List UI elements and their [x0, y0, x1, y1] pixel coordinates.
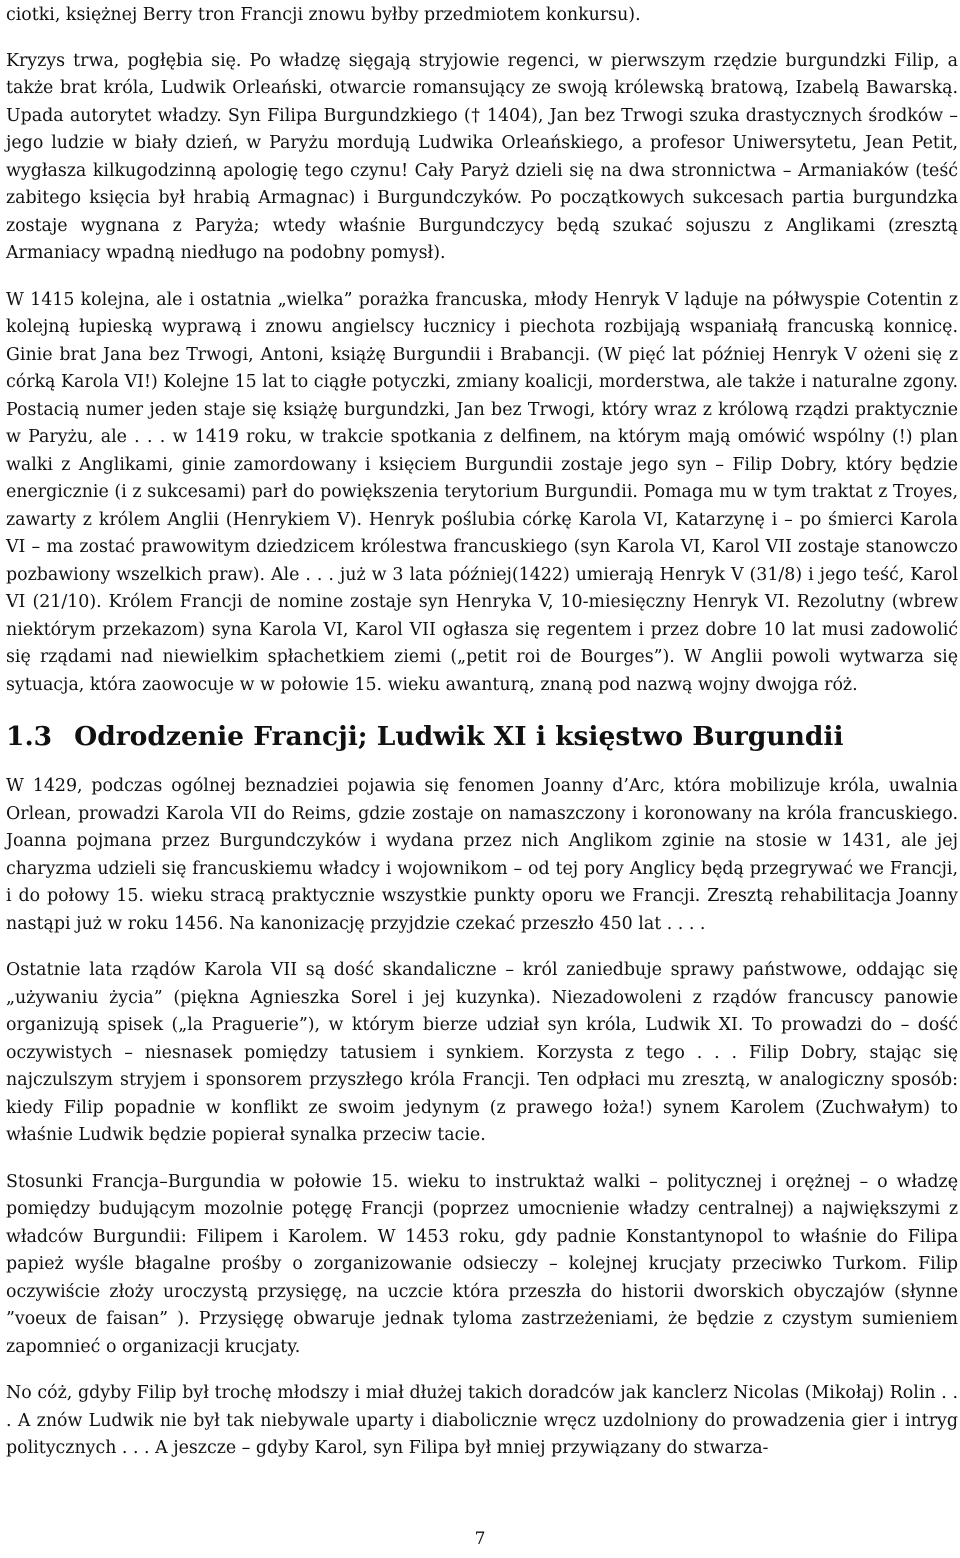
document-page — [6, 2, 958, 1482]
section-heading — [6, 721, 958, 753]
paragraph-1415: W 1415 kolejna, ale i ostatnia „wielka” porażka francuska, młody Henryk V ląduje na półwyspie Cotentin z kolejną łupieską wyprawą i znowu angielscy łucznicy i piechota rozbijają wspaniałą francuską konnicę. Ginie brat Jana bez Trwogi, Antoni, książę Burgundii i Brabancji. (W pięć lat później Henryk V ożeni się z córką Karola VI!) Kolejne 15 lat to ciągłe potyczki, zmiany koalicji, morderstwa, ale także i naturalne zgony. Postacią numer jeden staje się książę burgundzki, Jan bez Trwogi, który wraz z królową rządzi praktycznie w Paryżu, ale . . . w 1419 roku, w trakcie spotkania z delfinem, na którym mają omówić wspólny (!) plan walki z Anglikami, ginie zamordowany i księciem Burgundii zostaje jego syn – Filip Dobry, który będzie energicznie (i z sukcesami) parł do powiększenia terytorium Burgundii. Pomaga mu w tym traktat z Troyes, zawarty z królem Anglii (Henrykiem V). Henryk poślubia córkę Karola VI, Katarzynę i – po śmierci Karola VI – ma zostać prawowitym dziedzicem królestwa francuskiego (syn Karola VI, Karol VII zostaje stanowczo pozbawiony wszelkich praw). Ale . . . już w 3 lata później(1422) umierają Henryk V (31/8) i jego teść, Karol VI (21/10). Królem Francji de nomine zostaje syn Henryka V, 10-miesięczny Henryk VI. Rezolutny (wbrew niektórym przekazom) syna Karola VI, Karol VII ogłasza się regentem i przez dobre 10 lat musi zadowolić się rządami nad niewielkim spłachetkiem ziemi („petit roi de Bourges”). W Anglii powoli wytwarza się sytuacja, która zaowocuje w w połowie 15. wieku awanturą, znaną pod nazwą wojny dwojga róż. — [6, 289, 958, 695]
paragraph-charles-vii: Ostatnie lata rządów Karola VII są dość skandaliczne – król zaniedbuje sprawy państwowe, oddając się „używaniu życia” (piękna Agnieszka Sorel i jej kuzynka). Niezadowoleni z rządów francuscy panowie organizują spisek („la Praguerie”), w którym bierze udział syn króla, Ludwik XI. To prowadzi do – dość oczywistych – niesnasek pomiędzy tatusiem i synkiem. Korzysta z tego . . . Filip Dobry, stając się najczulszym stryjem i sponsorem przyszłego króla Francji. Ten odpłaci mu zresztą, w analogiczny sposób: kiedy Filip popadnie w konflikt ze swoim jedynym (z prawego łoża!) synem Karolem (Zuchwałym) to właśnie Ludwik będzie popierał synalka przeciw tacie. — [6, 960, 958, 1145]
paragraph-continuation: ciotki, księżnej Berry tron Francji znowu byłby przedmiotem konkursu). — [6, 5, 641, 25]
section-number: 1.3 — [6, 721, 53, 752]
paragraph-joan-of-arc: W 1429, podczas ogólnej beznadziei pojawia się fenomen Joanny d’Arc, która mobilizuje króla, uwalnia Orlean, prowadzi Karola VII do Reims, gdzie zostaje on namaszczony i koronowany na króla francuskiego. Joanna pojmana przez Burgundczyków i wydana przez nich Anglikom zginie na stosie w 1431, ale jej charyzma udzieli się francuskiemu władcy i wojownikom – od tej pory Anglicy będą przegrywać we Francji, i do połowy 15. wieku stracą praktycznie wszystkie punkty oporu we Francji. Zresztą rehabilitacja Joanny nastąpi już w roku 1456. Na kanonizację przyjdzie czekać przeszło 450 lat . . . . — [6, 776, 958, 934]
page-number: 7 — [474, 1529, 486, 1549]
section-title: Odrodzenie Francji; Ludwik XI i księstwo Burgundii — [74, 721, 844, 752]
paragraph-france-burgundy: Stosunki Francja–Burgundia w połowie 15. wieku to instruktaż walki – politycznej i orężnej – o władzę pomiędzy budującym mozolnie potęgę Francji (poprzez umocnienie władzy centralnej) a największymi z władców Burgundii: Filipem i Karolem. W 1453 roku, gdy padnie Konstantynopol to właśnie do Filipa papież wyśle błagalne prośby o zorganizowanie odsieczy – kolejnej krucjaty przeciwko Turkom. Filip oczywiście złoży uroczystą przysięgę, na uczcie która przeszła do historii dworskich obyczajów (słynne ”voeux de faisan” ). Przysięgę obwaruje jednak tyloma zastrzeżeniami, że będzie z czystym sumieniem zapomnieć o organizacji krucjaty. — [6, 1171, 958, 1357]
paragraph-crisis: Kryzys trwa, pogłębia się. Po władzę sięgają stryjowie regenci, w pierwszym rzędzie burgundzki Filip, a także brat króla, Ludwik Orleański, otwarcie romansujący ze swoją królewską bratową, Izabelą Bawarską. Upada autorytet władzy. Syn Filipa Burgundzkiego († 1404), Jan bez Trwogi szuka drastycznych środków – jego ludzie w biały dzień, w Paryżu mordują Ludwika Orleańskiego, a profesor Uniwersytetu, Jean Petit, wygłasza kilkugodzinną apologię tego czynu! Cały Paryż dzieli się na dwa stronnictwa – Armaniaków (teść zabitego księcia był hrabią Armagnac) i Burgundczyków. Po początkowych sukcesach partia burgundzka zostaje wygnana z Paryża; wtedy właśnie Burgundczycy będą szukać sojuszu z Anglikami (zresztą Armaniacy wpadną niedługo na podobny pomysł). — [6, 50, 958, 263]
paragraph-philip-rolin: No cóż, gdyby Filip był trochę młodszy i miał dłużej takich doradców jak kanclerz Nicolas (Mikołaj) Rolin . . . A znów Ludwik nie był tak niebywale uparty i diabolicznie wręcz uzdolniony do prowadzenia gier i intryg politycznych . . . A jeszcze – gdyby Karol, syn Filipa był mniej przywiązany do stwarza- — [6, 1383, 958, 1458]
